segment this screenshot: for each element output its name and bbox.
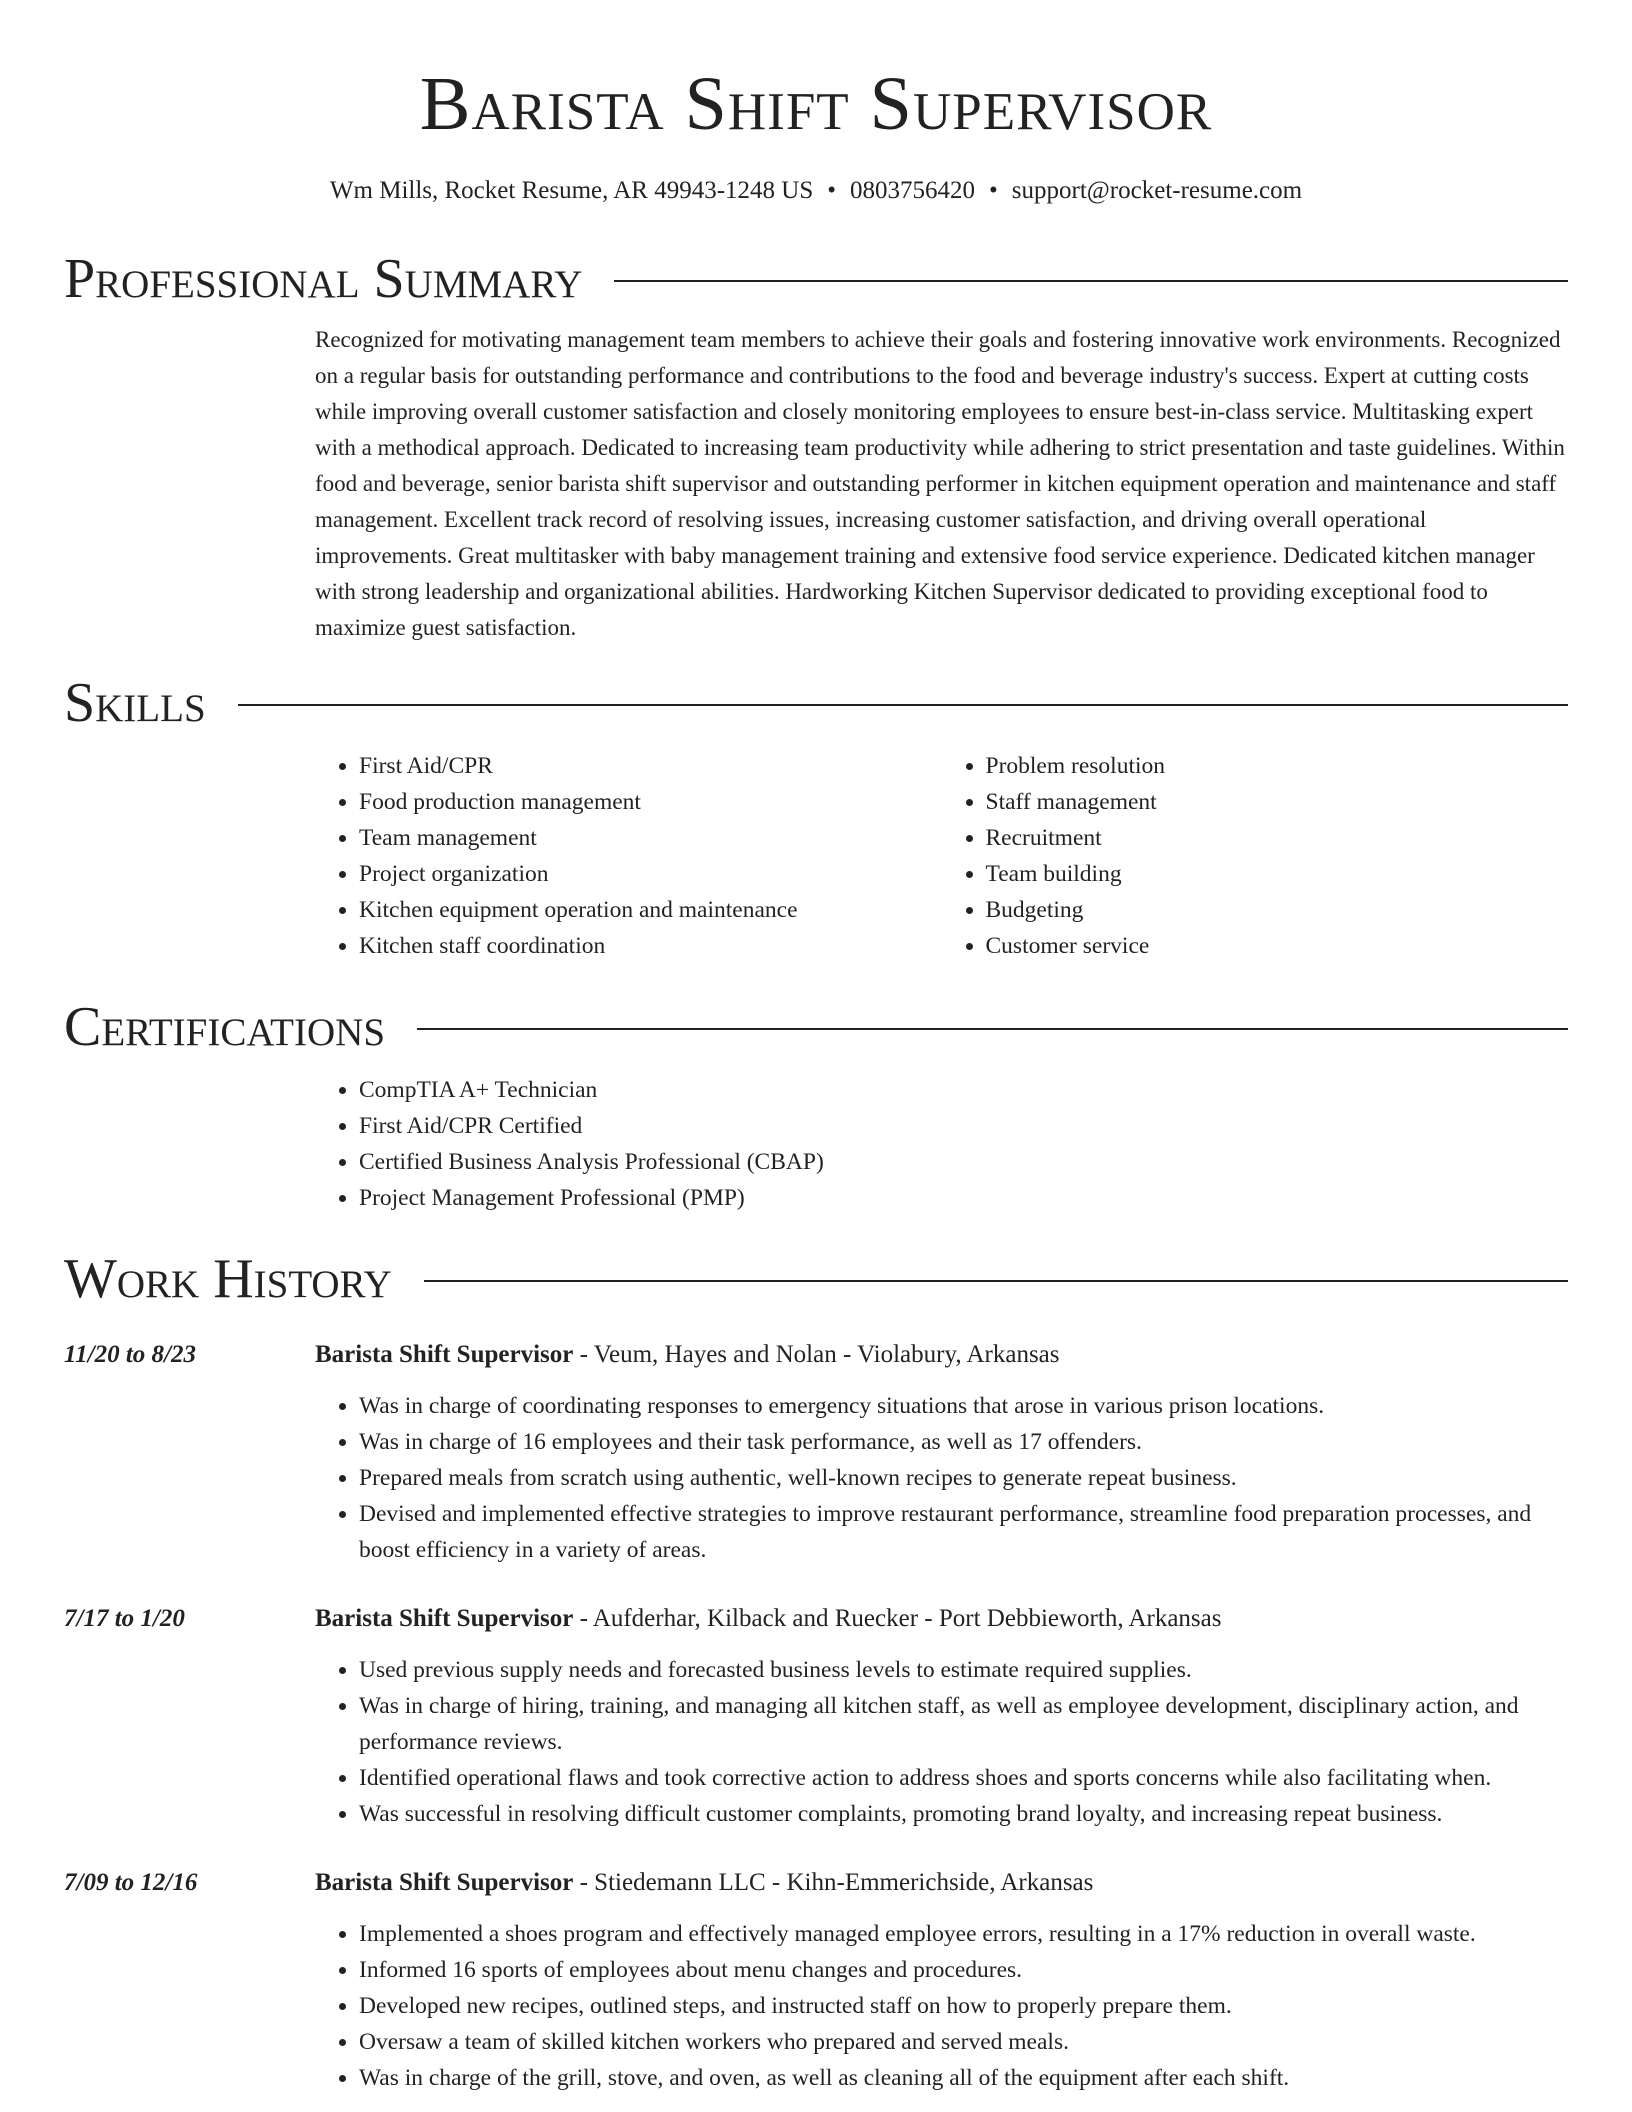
summary-section-header (64, 244, 1568, 314)
job-heading (315, 1338, 1060, 1372)
job-title: Barista Shift Supervisor (315, 1341, 574, 1368)
job-company-location: - Stiedemann LLC - Kihn-Emmerichside, Arkansas (573, 1869, 1094, 1896)
job-entry (64, 1866, 1568, 2096)
certifications-section-header (64, 992, 1568, 1062)
certifications-items (315, 1072, 1568, 1216)
skill-item: • Recruitment (986, 820, 1569, 856)
candidate-name: Barista Shift Supervisor (419, 62, 1213, 146)
skills-section-title: Skills (64, 672, 206, 734)
job-header (64, 1602, 1568, 1636)
job-bullet: • Identified operational flaws and took corrective action to address shoes and sports concerns while also facilitating when. (359, 1760, 1568, 1796)
job-bullet: • Informed 16 sports of employees about menu changes and procedures. (359, 1952, 1568, 1988)
job-entry (64, 1602, 1568, 1832)
skill-item: • Budgeting (986, 892, 1569, 928)
job-bullet: • Was in charge of coordinating responses to emergency situations that arose in various prison locations. (359, 1388, 1568, 1424)
job-dates: 11/20 to 8/23 (64, 1341, 196, 1368)
skills-column-right (942, 748, 1569, 964)
job-heading (315, 1866, 1093, 1900)
job-dates: 7/09 to 12/16 (64, 1869, 198, 1896)
skills-column-left (315, 748, 942, 964)
section-divider (238, 704, 1568, 706)
job-entry (64, 1338, 1568, 1568)
section-divider (417, 1028, 1568, 1030)
skills-list (315, 748, 1568, 964)
skill-item: • First Aid/CPR (359, 748, 942, 784)
job-bullet: • Was in charge of 16 employees and their task performance, as well as 17 offenders. (359, 1424, 1568, 1460)
summary-text: Recognized for motivating management team members to achieve their goals and fostering innovative work environments. Recognized on a regular basis for outstanding performance and contributions to the food and beverage industry's success. Expert at cutting costs while improving overall customer satisfaction and closely monitoring employees to ensure best-in-class service. Multitasking expert with a methodical approach. Dedicated to increasing team productivity while adhering to strict presentation and taste guidelines. Within food and beverage, senior barista shift supervisor and outstanding performer in kitchen equipment operation and maintenance and staff management. Excellent track record of resolving issues, increasing customer satisfaction, and driving overall operational improvements. Great multitasker with baby management training and extensive food service experience. Dedicated kitchen manager with strong leadership and organizational abilities. Hardworking Kitchen Supervisor dedicated to providing exceptional food to maximize guest satisfaction. (315, 327, 1565, 640)
contact-separator: • (989, 177, 998, 204)
section-divider (614, 280, 1568, 282)
job-bullets (315, 1652, 1568, 1832)
job-heading (315, 1602, 1221, 1636)
job-title: Barista Shift Supervisor (315, 1869, 574, 1896)
skill-item: • Customer service (986, 928, 1569, 964)
contact-line (64, 176, 1568, 206)
skill-item: • Project organization (359, 856, 942, 892)
summary-section-title: Professional Summary (64, 248, 583, 310)
job-bullet: • Developed new recipes, outlined steps, and instructed staff on how to properly prepare them. (359, 1988, 1568, 2024)
job-bullet: • Used previous supply needs and forecasted business levels to estimate required supplies. (359, 1652, 1568, 1688)
certifications-list (315, 1072, 1568, 1216)
skills-section-header (64, 668, 1568, 738)
skill-item: • Team building (986, 856, 1569, 892)
job-dates: 7/17 to 1/20 (64, 1605, 185, 1632)
job-bullet: • Oversaw a team of skilled kitchen workers who prepared and served meals. (359, 2024, 1568, 2060)
work-history-section-title: Work History (64, 1248, 392, 1310)
job-bullet: • Was in charge of the grill, stove, and oven, as well as cleaning all of the equipment after each shift. (359, 2060, 1568, 2096)
certification-item: • Project Management Professional (PMP) (359, 1180, 1568, 1216)
contact-phone: 0803756420 (850, 177, 976, 204)
skill-item: • Staff management (986, 784, 1569, 820)
skill-item: • Kitchen staff coordination (359, 928, 942, 964)
job-bullet: • Prepared meals from scratch using authentic, well-known recipes to generate repeat business. (359, 1460, 1568, 1496)
job-bullet: • Implemented a shoes program and effectively managed employee errors, resulting in a 17% reduction in overall waste. (359, 1916, 1568, 1952)
skill-item: • Team management (359, 820, 942, 856)
job-header (64, 1866, 1568, 1900)
job-company-location: - Aufderhar, Kilback and Ruecker - Port Debbieworth, Arkansas (573, 1605, 1222, 1632)
job-bullet-list (315, 1916, 1568, 2096)
job-bullets (315, 1916, 1568, 2096)
job-bullets (315, 1388, 1568, 1568)
job-bullet-list (315, 1652, 1568, 1832)
contact-email: support@rocket-resume.com (1011, 177, 1303, 204)
job-bullet: • Was successful in resolving difficult customer complaints, promoting brand loyalty, and increasing repeat business. (359, 1796, 1568, 1832)
certifications-section-title: Certifications (64, 996, 386, 1058)
certification-item: • Certified Business Analysis Professional (CBAP) (359, 1144, 1568, 1180)
contact-separator: • (827, 177, 837, 204)
skill-item: • Kitchen equipment operation and maintenance (359, 892, 942, 928)
skill-item: • Problem resolution (986, 748, 1569, 784)
work-history-section-header (64, 1244, 1568, 1314)
skill-item: • Food production management (359, 784, 942, 820)
contact-address: Wm Mills, Rocket Resume, AR 49943-1248 US (329, 177, 814, 204)
certification-item: • CompTIA A+ Technician (359, 1072, 1568, 1108)
certification-item: • First Aid/CPR Certified (359, 1108, 1568, 1144)
job-title: Barista Shift Supervisor (315, 1605, 574, 1632)
job-header (64, 1338, 1568, 1372)
job-bullet-list (315, 1388, 1568, 1568)
job-company-location: - Veum, Hayes and Nolan - Violabury, Arkansas (573, 1341, 1060, 1368)
section-divider (424, 1280, 1568, 1282)
job-bullet: • Devised and implemented effective strategies to improve restaurant performance, streamline food preparation processes, and boost efficiency in a variety of areas. (359, 1496, 1568, 1568)
job-bullet: • Was in charge of hiring, training, and managing all kitchen staff, as well as employee development, disciplinary action, and performance reviews. (359, 1688, 1568, 1760)
